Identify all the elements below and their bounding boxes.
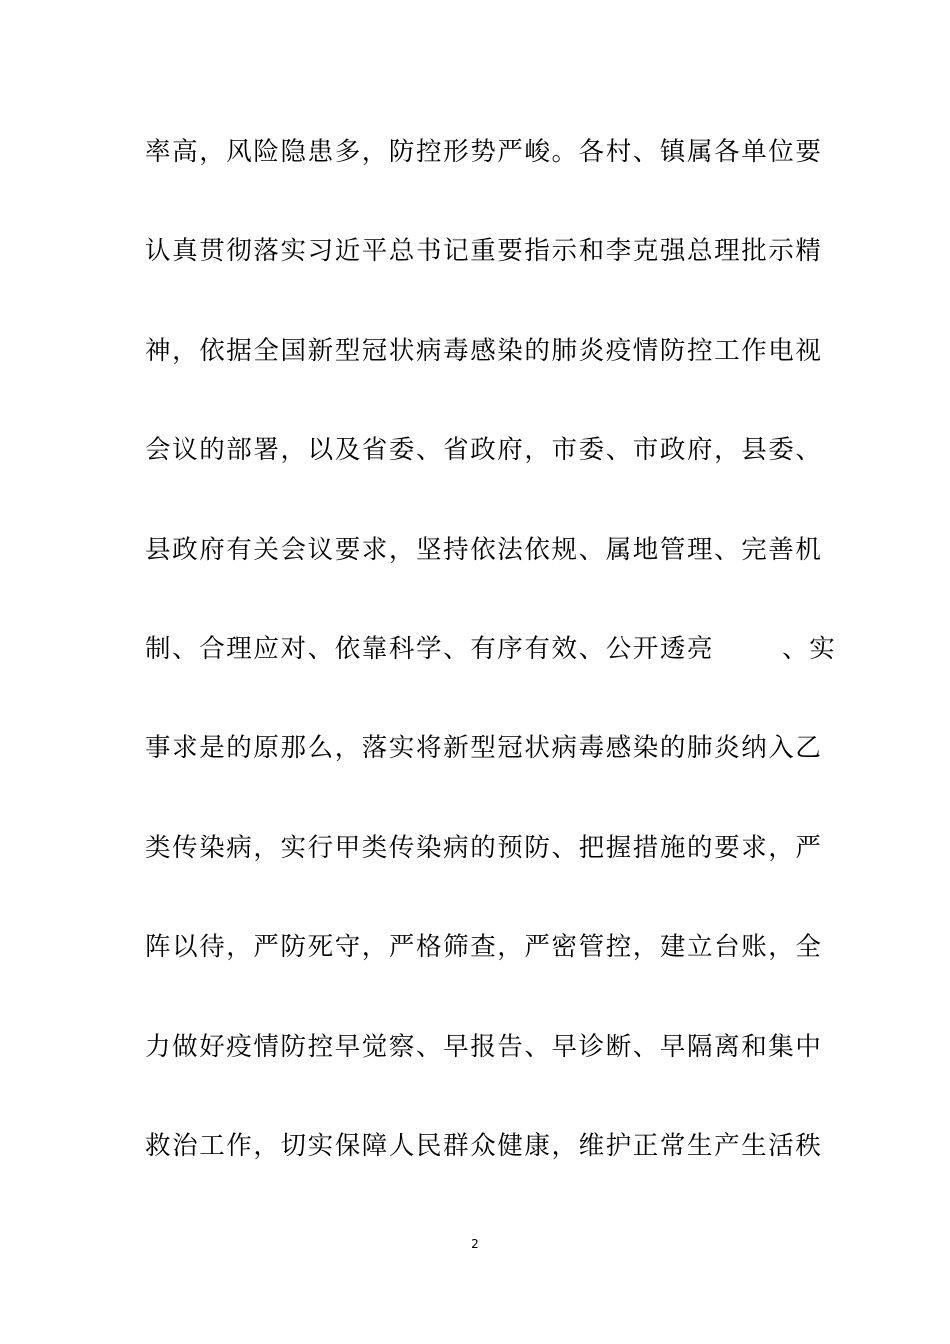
text-line-11: 救治工作，切实保障人民群众健康，维护正常生产生活秩 [145, 1130, 823, 1161]
text-line-5: 县政府有关会议要求，坚持依法依规、属地管理、完善机 [145, 534, 823, 565]
text-line-4: 会议的部署，以及省委、省政府，市委、市政府，县委、 [145, 435, 823, 466]
text-line-6-end: 、实 [782, 633, 837, 664]
text-line-10: 力做好疫情防控早觉察、早报告、早诊断、早隔离和集中 [145, 1031, 823, 1062]
text-line-6-start: 制、合理应对、依靠科学、有序有效、公开透亮 [145, 633, 715, 664]
text-line-2: 认真贯彻落实习近平总书记重要指示和李克强总理批示精 [145, 236, 823, 267]
page-number: 2 [471, 1237, 479, 1251]
body-text [145, 128, 837, 1221]
text-line-8: 类传染病，实行甲类传染病的预防、把握措施的要求，严 [145, 832, 823, 863]
text-line-7: 事求是的原那么，落实将新型冠状病毒感染的肺炎纳入乙 [145, 733, 823, 764]
text-line-3: 神，依据全国新型冠状病毒感染的肺炎疫情防控工作电视 [145, 335, 823, 366]
text-line-6 [145, 625, 837, 724]
text-line-1: 率高，风险隐患多，防控形势严峻。各村、镇属各单位要 [145, 137, 823, 167]
text-line-9: 阵以待，严防死守，严格筛查，严密管控，建立台账，全 [145, 932, 823, 963]
